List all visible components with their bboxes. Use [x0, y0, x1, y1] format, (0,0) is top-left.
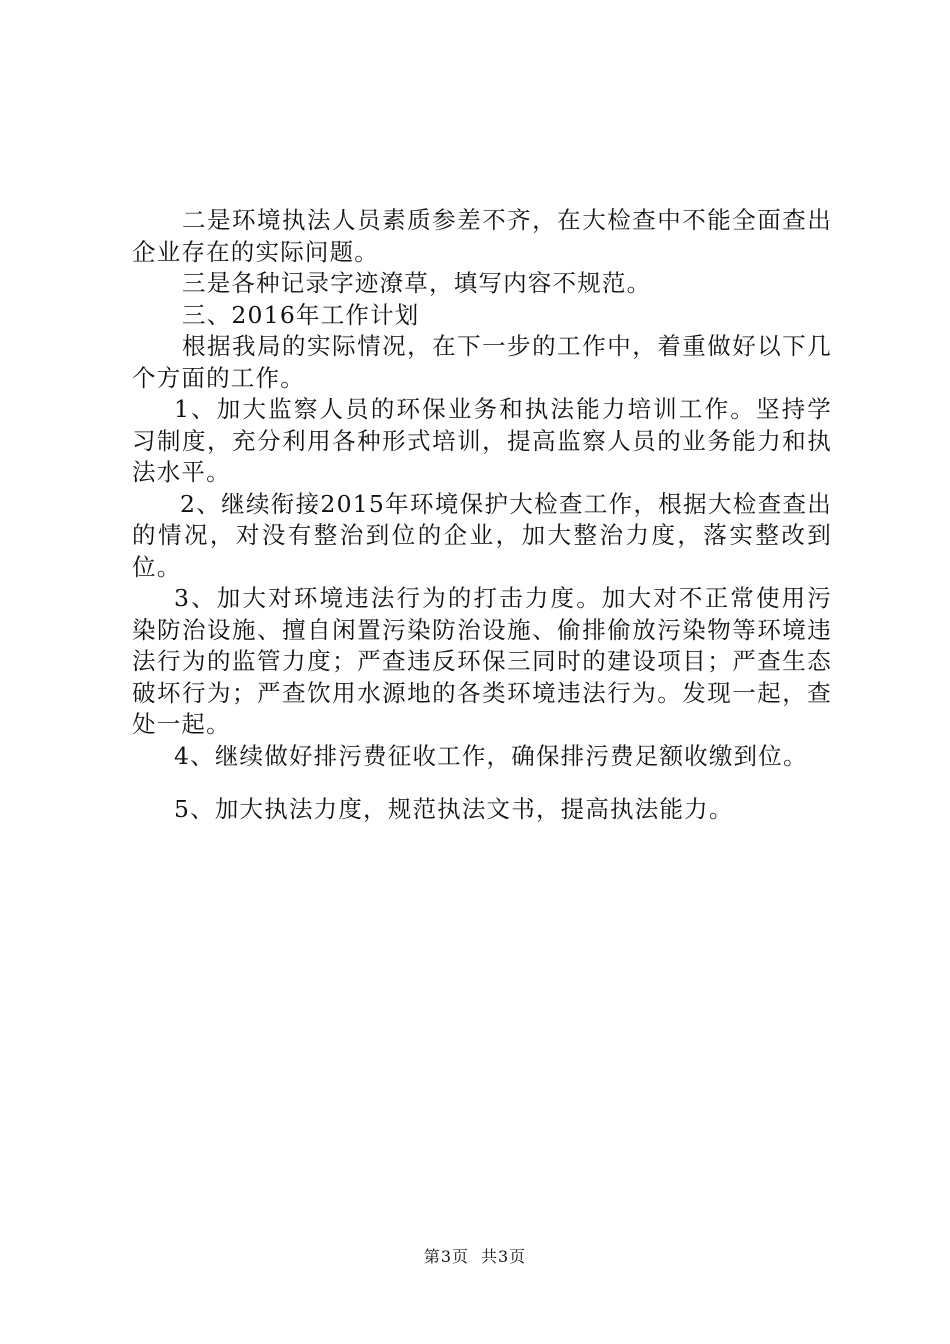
paragraph-plan-item-3: 3、加大对环境违法行为的打击力度。加大对不正常使用污染防治设施、擅自闲置污染防治设施、偷排偷放污染物等环境违法行为的监管力度；严查违反环保三同时的建设项目；严查生态破坏行为；严查饮用水源地的各类环境违法行为。发现一起，查处一起。	[132, 584, 832, 738]
page-number: 第3页	[423, 1247, 469, 1266]
paragraph-plan-item-5: 5、加大执法力度，规范执法文书，提高执法能力。	[174, 795, 734, 823]
page-total: 共3页	[481, 1247, 527, 1266]
paragraph-plan-item-1: 1、加大监察人员的环保业务和执法能力培训工作。坚持学习制度，充分利用各种形式培训，提高监察人员的业务能力和执法水平。	[132, 395, 832, 486]
page-footer	[0, 1244, 950, 1267]
paragraph-problem-3: 三是各种记录字迹潦草，填写内容不规范。	[182, 269, 652, 297]
paragraph-problem-2: 二是环境执法人员素质参差不齐，在大检查中不能全面查出企业存在的实际问题。	[132, 206, 832, 266]
paragraph-plan-item-2: 2、继续衔接2015年环境保护大检查工作，根据大检查查出的情况，对没有整治到位的企业，加大整治力度，落实整改到位。	[132, 489, 832, 581]
section-heading-2016-plan: 三、2016年工作计划	[182, 300, 420, 329]
paragraph-plan-intro: 根据我局的实际情况，在下一步的工作中，着重做好以下几个方面的工作。	[132, 332, 832, 392]
paragraph-plan-item-4: 4、继续做好排污费征收工作，确保排污费足额收缴到位。	[174, 741, 808, 770]
document-body	[132, 205, 832, 826]
